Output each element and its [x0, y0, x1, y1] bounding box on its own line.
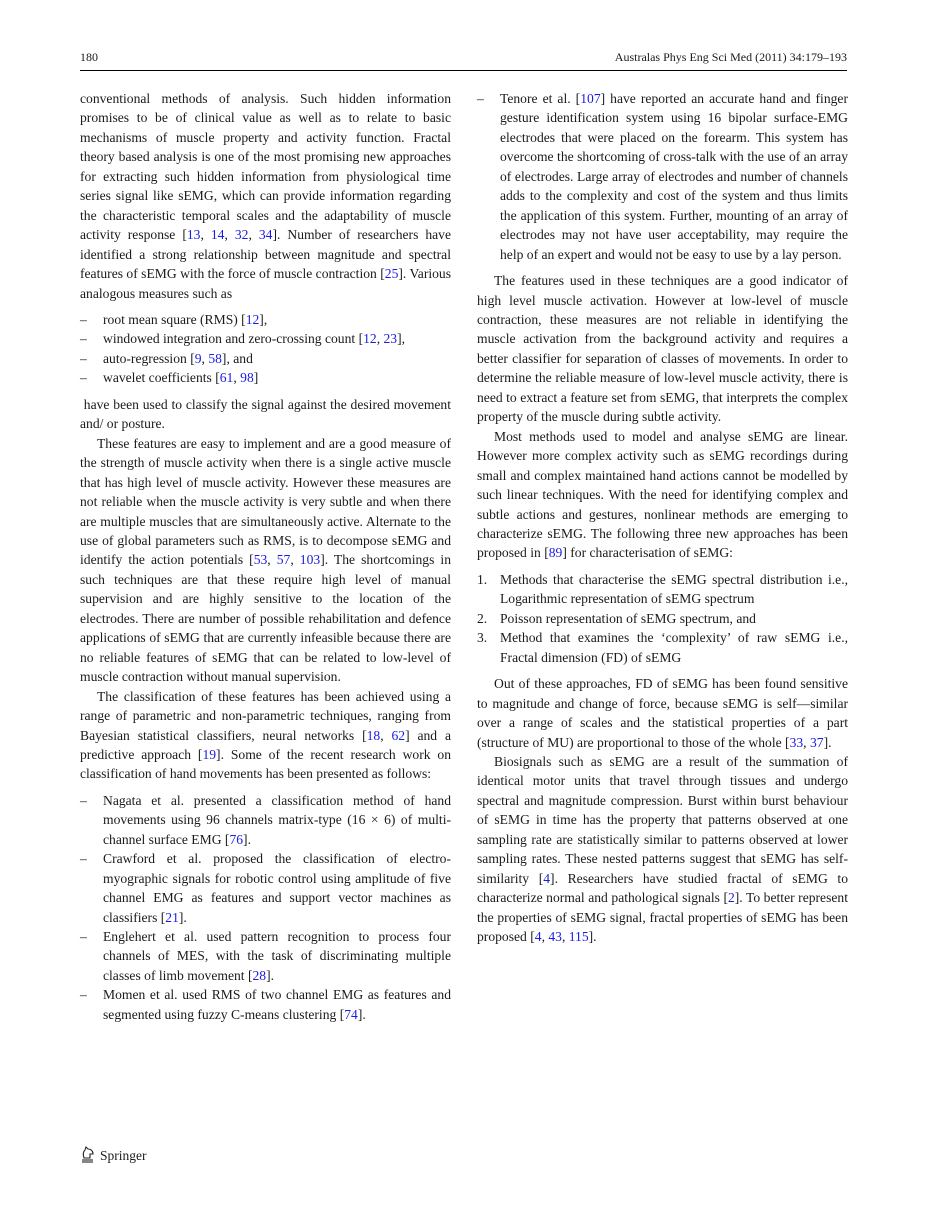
left-column [80, 89, 451, 1031]
text-run: , [248, 227, 259, 243]
citation-link[interactable]: 34 [258, 227, 273, 243]
text-run: , [561, 929, 569, 945]
list-marker: – [80, 987, 87, 1003]
citation-link[interactable]: 32 [234, 227, 249, 243]
citation-link[interactable]: 23 [383, 331, 398, 347]
paragraph [477, 427, 848, 563]
journal-citation: Australas Phys Eng Sci Med (2011) 34:179–193 [614, 50, 847, 64]
text-run: , [200, 227, 211, 243]
list-marker: 1. [477, 571, 488, 587]
list-item [80, 329, 451, 348]
text-run: Tenore et al. [ [500, 91, 581, 106]
text-run: have been used to classify the signal against the desired movement and/ or posture. [80, 396, 451, 432]
text-run: The classification of these features has been achieved using a range of parametric and non-parametric techniques, ranging from Bayesian statistical classifiers, neural networks [ [80, 688, 451, 743]
text-run: ]. Number of researchers have identified a strong relationship between magnitude and spectral features of sEMG with the force of muscle contraction [ [80, 227, 452, 282]
text-run: ]. [266, 967, 275, 983]
paragraph [477, 752, 848, 947]
list-marker: 3. [477, 630, 488, 646]
list-marker: – [80, 311, 87, 327]
text-run: Nagata et al. presented a classification method of hand movements using 96 channels matrix-type (16 × 6) of multi-channel surface EMG [ [103, 792, 451, 847]
citation-link[interactable]: 53 [253, 552, 268, 568]
citation-link[interactable]: 33 [789, 734, 804, 750]
paragraph [80, 434, 451, 687]
text-run: Out of these approaches, FD of sEMG has been found sensitive to magnitude and change of force, because sEMG is self—similar over a range of scales and the statistical properties of a part (structure of MU) are proportional to those of the whole [ [477, 676, 848, 750]
springer-horse-icon [80, 1145, 96, 1167]
text-run: wavelet coefficients [ [103, 370, 220, 386]
citation-link[interactable]: 107 [580, 91, 601, 106]
citation-link[interactable]: 28 [252, 967, 267, 983]
text-run: ]. Some of the recent research work on classification of hand movements has been presented as follows: [80, 746, 451, 782]
citation-link[interactable]: 18 [366, 727, 381, 743]
header-rule [80, 70, 847, 71]
citation-link[interactable]: 9 [194, 350, 202, 366]
text-run: auto-regression [ [103, 350, 195, 366]
list-marker: – [80, 929, 87, 945]
list-item [477, 570, 848, 609]
text-run: conventional methods of analysis. Such hidden information promises to be of clinical value as well as to relate to basic mechanisms of muscle property and activity function. Fractal theory based analysis is one of the most promising new approaches for extracting such hidden information from physiological time series signal like sEMG, which can provide information regarding the characteristic temporal scales and the adaptability of muscle activity response [ [80, 91, 451, 243]
numbered-list [477, 570, 848, 667]
text-run: Method that examines the ‘complexity’ of raw sEMG i.e., Fractal dimension (FD) of sEMG [500, 630, 848, 665]
text-run: ]. To better represent the properties of sEMG signal, fractal properties of sEMG has been proposed [ [477, 890, 848, 945]
citation-link[interactable]: 21 [165, 909, 179, 925]
footer [80, 1145, 147, 1167]
citation-link[interactable]: 76 [229, 831, 244, 847]
text-run: ], [259, 311, 268, 327]
text-run: ]. [357, 1006, 366, 1022]
text-run: Most methods used to model and analyse sEMG are linear. However more complex activity such as sEMG recordings during small and complex maintained hand actions cannot be modelled by such linear techniques. With the need for identifying complex and subtle actions and gestures, nonlinear methods are emerging to characterize sEMG. The following three new approaches has been proposed in [ [477, 428, 848, 561]
text-run: , [224, 227, 235, 243]
text-run: root mean square (RMS) [ [103, 311, 246, 327]
text-run: ] for characterisation of sEMG: [562, 545, 733, 561]
list-item [80, 849, 451, 927]
text-run: ]. [243, 831, 251, 847]
text-run: Englehert et al. used pattern recognition to process four channels of MES, with the task of discriminating multiple classes of limb movement [ [103, 929, 451, 983]
list-item [80, 368, 451, 387]
citation-link[interactable]: 115 [568, 929, 589, 945]
citation-link[interactable]: 62 [391, 727, 406, 743]
citation-link[interactable]: 37 [809, 734, 824, 750]
text-run: , [541, 929, 549, 945]
paragraph [80, 687, 451, 784]
text-run: Momen et al. used RMS of two channel EMG as features and segmented using fuzzy C-means clustering [ [103, 987, 451, 1022]
paragraph [80, 89, 451, 303]
dash-list [477, 89, 848, 264]
text-run: ]. [588, 929, 597, 945]
citation-link[interactable]: 89 [548, 545, 563, 561]
text-run: , [267, 552, 277, 568]
citation-link[interactable]: 12 [245, 311, 260, 327]
list-item [80, 927, 451, 985]
text-run: , [201, 350, 209, 366]
text-run: ]. Various analogous measures such as [80, 266, 452, 301]
dash-list [80, 310, 451, 388]
citation-link[interactable]: 61 [219, 370, 234, 386]
text-run: , [233, 370, 241, 386]
text-run: ], and [221, 350, 253, 366]
text-run: Poisson representation of sEMG spectrum, and [500, 610, 756, 626]
text-run: , [290, 552, 300, 568]
list-marker: – [477, 91, 484, 106]
list-marker: – [80, 851, 87, 867]
list-item [477, 628, 848, 667]
text-run: ]. [178, 909, 187, 925]
citation-link[interactable]: 98 [240, 370, 254, 386]
text-run: , [376, 331, 384, 347]
citation-link[interactable]: 2 [727, 890, 735, 906]
citation-link[interactable]: 43 [548, 929, 562, 945]
text-run: The features used in these techniques are a good indicator of high level muscle activation. However at low-level of muscle contraction, these measures are not reliable in identifying the muscle activation from the background activity and requires a better classifier for separation of classes of movements. In order to determine the reliable measure of low-level muscle activity, there is need to extract a feature set from sEMG, that interprets the complex property of the muscle during subtle activity. [477, 273, 848, 425]
text-run: ] have reported an accurate hand and finger gesture identification system using 16 bipolar surface-EMG electrodes that were placed on the forearm. This system has overcome the shortcoming of cross-talk with the use of an array of electrodes. Large array of electrodes and number of channels adds to the complexity and cost of the system and thus limits the application of this system. Further, mounting of an array of electrodes may not have user acceptability, may require the help of an expert and would not be easy to use by a lay person. [500, 91, 848, 262]
list-item [80, 310, 451, 329]
list-item [80, 985, 451, 1024]
list-item [477, 89, 848, 264]
text-run: Crawford et al. proposed the classification of electromyographic signals for robotic control using amplitude of five channel EMG as features and support vector machines as classifiers [ [103, 851, 451, 925]
list-marker: 2. [477, 610, 488, 626]
list-item [80, 349, 451, 368]
text-run: ]. [823, 734, 832, 750]
citation-link[interactable]: 74 [344, 1006, 358, 1022]
text-run: ]. Researchers have studied fractal of sEMG to characterize normal and pathological signals [ [477, 870, 848, 906]
text-run: Methods that characterise the sEMG spectral distribution i.e., Logarithmic representation of sEMG spectrum [500, 571, 848, 607]
citation-link[interactable]: 4 [543, 870, 551, 886]
page-number: 180 [80, 50, 98, 64]
text-run: , [380, 727, 392, 743]
list-marker: – [80, 370, 87, 386]
text-run: These features are easy to implement and are a good measure of the strength of muscle activity when there is a single active muscle that has high level of muscle activity. However these measures are not reliable when the muscle activity is very subtle and when there are multiple muscles that are simultaneously active. Alternate to the use of global parameters such as RMS, is to decompose sEMG and identify the action potentials [ [80, 435, 451, 568]
publisher-name: Springer [100, 1148, 147, 1163]
citation-link[interactable]: 14 [210, 227, 225, 243]
text-run: ] [253, 370, 259, 386]
citation-link[interactable]: 58 [208, 350, 222, 366]
citation-link[interactable]: 19 [202, 746, 217, 762]
list-item [80, 791, 451, 849]
citation-link[interactable]: 57 [276, 552, 291, 568]
citation-link[interactable]: 25 [384, 266, 399, 282]
text-run: ] and a predictive approach [ [80, 727, 452, 762]
text-run: ], [397, 331, 406, 347]
citation-link[interactable]: 13 [186, 227, 201, 243]
text-run: windowed integration and zero-crossing count [ [103, 331, 364, 347]
paragraph [80, 395, 451, 434]
paragraph [477, 674, 848, 752]
running-header [80, 50, 847, 70]
citation-link[interactable]: 4 [534, 929, 542, 945]
citation-link[interactable]: 12 [363, 331, 377, 347]
right-column [477, 89, 848, 946]
list-marker: – [80, 331, 87, 347]
dash-list [80, 791, 451, 1024]
text-run: ]. The shortcomings in such techniques are that these require high level of manual supervision and are highly sensitive to the location of the electrodes. There are number of possible rehabilitation and defence applications of sEMG that are currently infeasible because there are no reliable features of sEMG that can be related to low-level of muscle contraction without manual supervision. [80, 552, 451, 685]
text-run: Biosignals such as sEMG are a result of the summation of identical motor units that travel through tissues and undergo spectral and magnitude compression. Burst within burst behaviour of sEMG in time has the property that patterns observed at one sampling rate are statistically similar to patterns observed at lower sampling rates. These nested patterns suggest that sEMG has self-similarity [ [477, 753, 848, 886]
list-marker: – [80, 792, 87, 808]
list-item [477, 609, 848, 628]
list-marker: – [80, 350, 87, 366]
citation-link[interactable]: 103 [299, 552, 321, 568]
paragraph [477, 271, 848, 427]
text-run: , [803, 734, 810, 750]
